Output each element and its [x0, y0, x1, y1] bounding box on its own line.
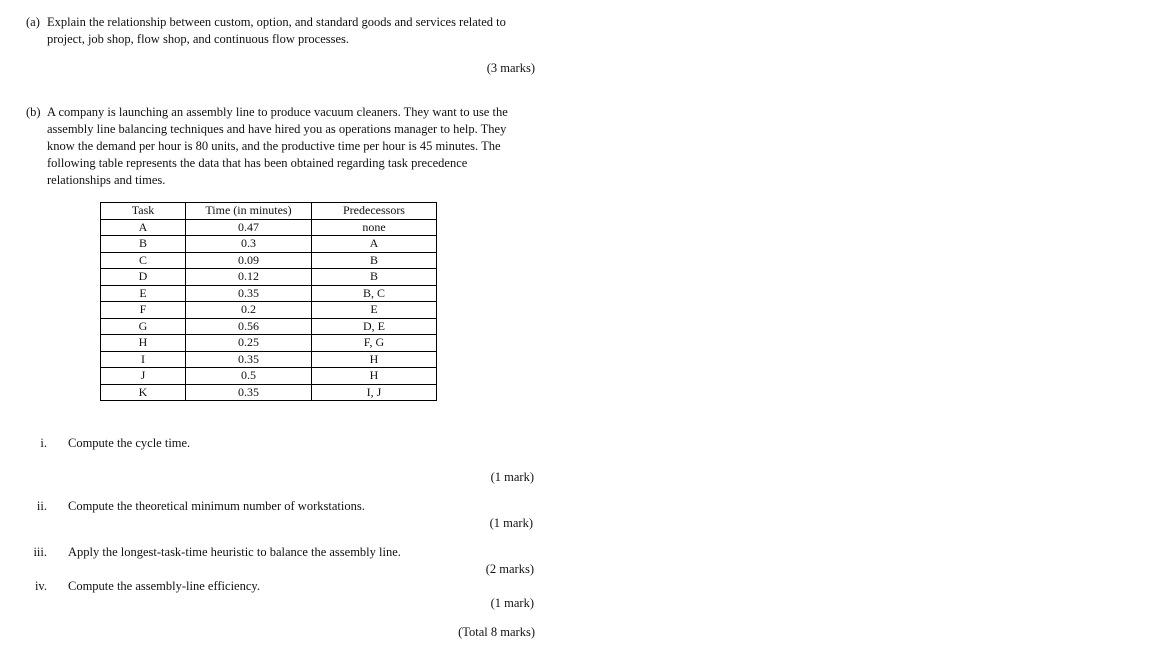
- question-2-marks: (1 mark): [489, 516, 533, 530]
- part-b-label: (b): [26, 105, 41, 119]
- part-b-line-4: following table represents the data that has been obtained regarding task precedence: [47, 156, 468, 170]
- part-b-line-5: relationships and times.: [47, 173, 166, 187]
- cell-time: 0.09: [186, 252, 312, 269]
- table-row: [101, 335, 437, 352]
- cell-predecessors: B: [312, 252, 437, 269]
- header-time: Time (in minutes): [186, 203, 312, 220]
- cell-task: D: [101, 269, 186, 286]
- table-header-row: [101, 203, 437, 220]
- cell-predecessors: H: [312, 368, 437, 385]
- cell-task: G: [101, 318, 186, 335]
- question-1-number: i.: [40, 436, 47, 450]
- cell-time: 0.56: [186, 318, 312, 335]
- question-4-text: Compute the assembly-line efficiency.: [68, 579, 260, 593]
- cell-task: A: [101, 219, 186, 236]
- cell-predecessors: F, G: [312, 335, 437, 352]
- cell-predecessors: none: [312, 219, 437, 236]
- table-row: [101, 252, 437, 269]
- question-3-text: Apply the longest-task-time heuristic to balance the assembly line.: [68, 545, 401, 559]
- cell-task: H: [101, 335, 186, 352]
- table-row: [101, 219, 437, 236]
- cell-time: 0.35: [186, 351, 312, 368]
- task-precedence-table: [100, 202, 437, 401]
- cell-task: B: [101, 236, 186, 253]
- total-marks: (Total 8 marks): [458, 625, 535, 639]
- table-row: [101, 285, 437, 302]
- cell-time: 0.25: [186, 335, 312, 352]
- table-row: [101, 318, 437, 335]
- cell-task: E: [101, 285, 186, 302]
- cell-time: 0.12: [186, 269, 312, 286]
- cell-time: 0.3: [186, 236, 312, 253]
- table-row: [101, 384, 437, 401]
- part-b-line-2: assembly line balancing techniques and have hired you as operations manager to help. They: [47, 122, 507, 136]
- question-4-number: iv.: [34, 579, 47, 593]
- cell-task: C: [101, 252, 186, 269]
- cell-predecessors: D, E: [312, 318, 437, 335]
- cell-task: I: [101, 351, 186, 368]
- question-4-marks: (1 mark): [490, 596, 534, 610]
- part-b-line-1: A company is launching an assembly line to produce vacuum cleaners. They want to use the: [47, 105, 508, 119]
- cell-predecessors: B, C: [312, 285, 437, 302]
- cell-task: F: [101, 302, 186, 319]
- cell-predecessors: A: [312, 236, 437, 253]
- cell-time: 0.2: [186, 302, 312, 319]
- question-3-marks: (2 marks): [485, 562, 534, 576]
- part-b-line-3: know the demand per hour is 80 units, and the productive time per hour is 45 minutes. The: [47, 139, 501, 153]
- cell-time: 0.35: [186, 285, 312, 302]
- part-a-label: (a): [26, 15, 40, 29]
- question-2-number: ii.: [36, 499, 47, 513]
- header-task: Task: [101, 203, 186, 220]
- table-row: [101, 269, 437, 286]
- cell-task: K: [101, 384, 186, 401]
- cell-predecessors: I, J: [312, 384, 437, 401]
- table-row: [101, 236, 437, 253]
- question-1-text: Compute the cycle time.: [68, 436, 191, 450]
- part-a-marks: (3 marks): [486, 61, 535, 75]
- cell-predecessors: B: [312, 269, 437, 286]
- header-predecessors: Predecessors: [312, 203, 437, 220]
- question-1-marks: (1 mark): [490, 470, 534, 484]
- table-row: [101, 302, 437, 319]
- cell-time: 0.47: [186, 219, 312, 236]
- cell-time: 0.5: [186, 368, 312, 385]
- table-row: [101, 368, 437, 385]
- part-a-line-2: project, job shop, flow shop, and continuous flow processes.: [47, 32, 350, 46]
- question-3-number: iii.: [33, 545, 47, 559]
- question-2-text: Compute the theoretical minimum number of workstations.: [68, 499, 365, 513]
- cell-task: J: [101, 368, 186, 385]
- cell-time: 0.35: [186, 384, 312, 401]
- part-a-line-1: Explain the relationship between custom, option, and standard goods and services related to: [47, 15, 506, 29]
- cell-predecessors: E: [312, 302, 437, 319]
- cell-predecessors: H: [312, 351, 437, 368]
- table-row: [101, 351, 437, 368]
